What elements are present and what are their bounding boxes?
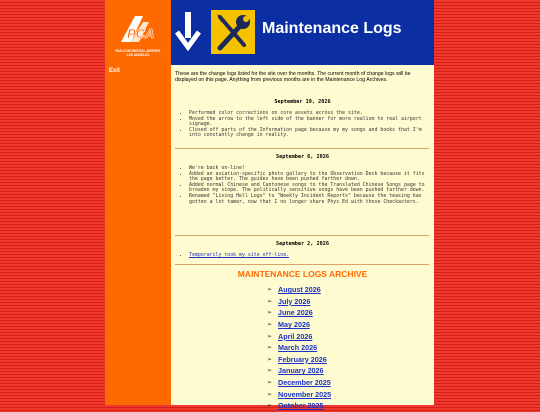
archive-item: [267, 388, 427, 400]
archive-link[interactable]: January 2026: [278, 366, 324, 376]
entry-date: September 19, 2026: [274, 99, 331, 105]
divider: [175, 148, 429, 149]
entry-items: [179, 166, 435, 205]
archive-link[interactable]: June 2026: [278, 308, 313, 318]
archive-link[interactable]: August 2026: [278, 285, 321, 295]
archive-item: [267, 400, 427, 412]
entry-item: • Performed color corrections on core assets across the site.: [189, 111, 435, 117]
entry-items: [179, 253, 435, 259]
archive-item: [267, 330, 427, 342]
archive-item: [267, 342, 427, 354]
entry-item: • Moved the arrow to the left side of the banner for more realism to real airport signage.: [189, 117, 435, 128]
sidebar: [105, 0, 171, 405]
page: [105, 0, 434, 411]
arrow-bullet-icon: ➢: [267, 367, 273, 375]
archive-link[interactable]: July 2026: [278, 296, 311, 306]
archive-title: MAINTENANCE LOGS ARCHIVE: [237, 269, 368, 279]
entry-link[interactable]: Temporarily took my site off-line.: [189, 252, 290, 258]
arrow-bullet-icon: ➢: [267, 355, 273, 363]
arrow-bullet-icon: ➢: [267, 379, 273, 387]
entry-item: • Added normal Chinese and Cantonese songs to the Translated Chinese Songs page to broaden my scope. The politically sensitive songs have been pushed farther down.: [189, 183, 435, 194]
entry-item: • Renamed "Living Hell Logs" to "Weekly Incident Reports" because the teasing has gotten a lot tamer, now that I no longer share Phys Ed with those Checkasters.: [189, 194, 435, 205]
entry-items: [179, 111, 435, 139]
divider: [175, 235, 429, 236]
archive-link[interactable]: April 2026: [278, 331, 313, 341]
arrow-bullet-icon: ➢: [267, 390, 273, 398]
exit-link[interactable]: Exit: [109, 68, 121, 74]
archive-item: [267, 354, 427, 366]
archive-item: [267, 307, 427, 319]
intro-text: These are the change logs listed for the site over the months. The current month of change logs will be displayed on this page. Anything from previous months are in the Maintenance Log Archives.: [175, 71, 411, 84]
arrow-bullet-icon: ➢: [267, 344, 273, 352]
arrow-bullet-icon: ➢: [267, 297, 273, 305]
archive-link[interactable]: February 2026: [278, 354, 327, 364]
main-content: [171, 65, 434, 411]
divider: [175, 264, 429, 265]
archive-link[interactable]: May 2026: [278, 320, 310, 330]
logo-caption: [107, 49, 169, 57]
arrow-bullet-icon: ➢: [267, 286, 273, 294]
archive-item: [267, 319, 427, 331]
logo-line-2: LOS ANGELES: [126, 53, 150, 57]
pca-logo-icon: [117, 12, 159, 46]
archive-link[interactable]: October 2025: [278, 401, 324, 411]
page-title: Maintenance Logs: [262, 20, 402, 37]
archive-item: [267, 284, 427, 296]
arrow-bullet-icon: ➢: [267, 332, 273, 340]
arrow-down-icon: [175, 12, 201, 52]
entry-item: • We're back on-line!: [189, 166, 435, 172]
entry-item: [189, 253, 435, 259]
airport-logo[interactable]: [105, 0, 171, 65]
logo-mark-text: PCA: [127, 26, 155, 41]
wrench-screwdriver-icon: [211, 10, 255, 54]
entry-item: • Closed off parts of the Information page because my my songs and books that I'm into constantly change in reality.: [189, 128, 435, 139]
archive-link[interactable]: March 2026: [278, 343, 318, 353]
archive-item: [267, 296, 427, 308]
archive-link[interactable]: November 2025: [278, 389, 332, 399]
arrow-bullet-icon: ➢: [267, 309, 273, 317]
archive-item: [267, 365, 427, 377]
header-banner: [171, 0, 434, 65]
entry-item: • Added an aviation-specific photo gallery to the Observation Deck because it fits the page better. The guides have been pushed farther down.: [189, 172, 435, 183]
archive-list: [267, 284, 427, 412]
archive-link[interactable]: December 2025: [278, 378, 331, 388]
entry-date: September 6, 2026: [275, 154, 330, 160]
entry-date: September 2, 2026: [275, 241, 330, 247]
logo-line-1: PAN-CONTINENTAL AIRPORT: [115, 49, 161, 53]
arrow-bullet-icon: ➢: [267, 321, 273, 329]
archive-item: [267, 377, 427, 389]
arrow-bullet-icon: ➢: [267, 402, 273, 410]
